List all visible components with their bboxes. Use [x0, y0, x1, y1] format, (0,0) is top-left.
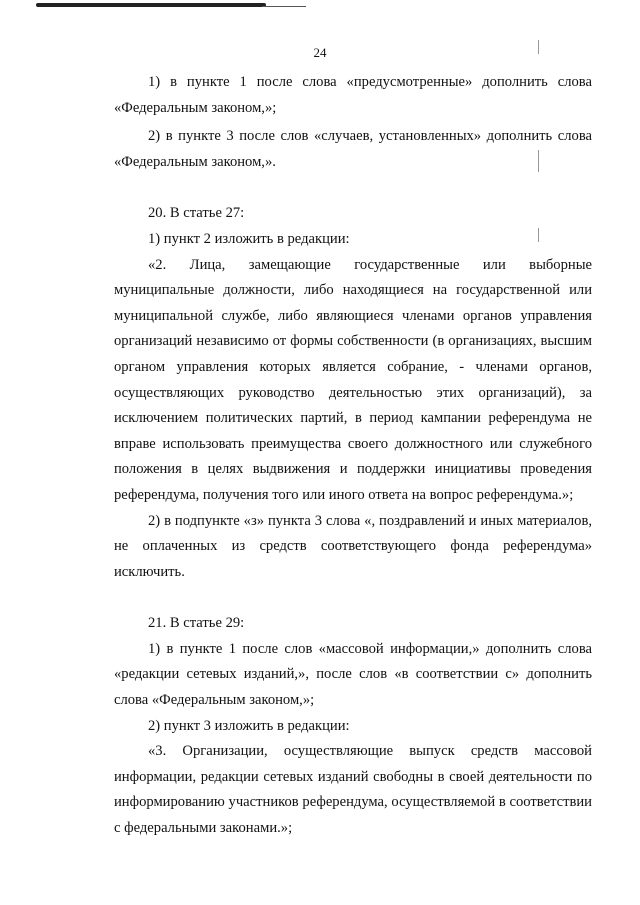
section-heading-20: 20. В статье 27:: [148, 205, 245, 222]
paragraph-20-2: 2) в подпункте «з» пункта 3 слова «, поздравлений и иных материалов, не оплаченных из средств соответствующего фонда референдума» исключить.: [114, 512, 592, 580]
paragraph-art-item-2: 2) в пункте 3 после слов «случаев, установленных» дополнить слова «Федеральным законом,».: [114, 128, 592, 170]
scan-edge-mark-thin: [262, 6, 306, 7]
scan-edge-mark: [36, 3, 266, 7]
paragraph-21-quote: «3. Организации, осуществляющие выпуск средств массовой информации, редакции сетевых изданий свободны в своей деятельности по информированию участников референдума, осуществляемой в соответствии с федеральными законами.»;: [114, 743, 592, 837]
page-number: 24: [313, 45, 327, 60]
document-body: [114, 70, 592, 842]
paragraph-21-1: 1) в пункте 1 после слов «массовой информации,» дополнить слова «редакции сетевых изданий,», после слов «в соответствии с» дополнить слова «Федеральным законом,»;: [114, 640, 592, 709]
section-heading-21: 21. В статье 29:: [148, 615, 245, 632]
paragraph-20-quote: «2. Лица, замещающие государственные или выборные муниципальные должности, либо находящиеся на государственной или муниципальной службе, либо являющиеся членами органов управления организаций независимо от формы собственности (в организациях, высшим органом управления которых является собрание, - членами органов, осуществляющих руководство деятельностью этих организаций), за исключением политических партий, в период кампании референдума не вправе использовать преимущества своего должностного или служебного положения в целях выдвижения и поддержки инициативы проведения референдума, получения того или иного ответа на вопрос референдума.»;: [114, 256, 592, 503]
paragraph-art-item-1: 1) в пункте 1 после слова «предусмотренные» дополнить слова «Федеральным законом,»;: [114, 74, 592, 116]
paragraph-20-1: 1) пункт 2 изложить в редакции:: [148, 230, 350, 247]
paragraph-21-2: 2) пункт 3 изложить в редакции:: [148, 717, 350, 734]
